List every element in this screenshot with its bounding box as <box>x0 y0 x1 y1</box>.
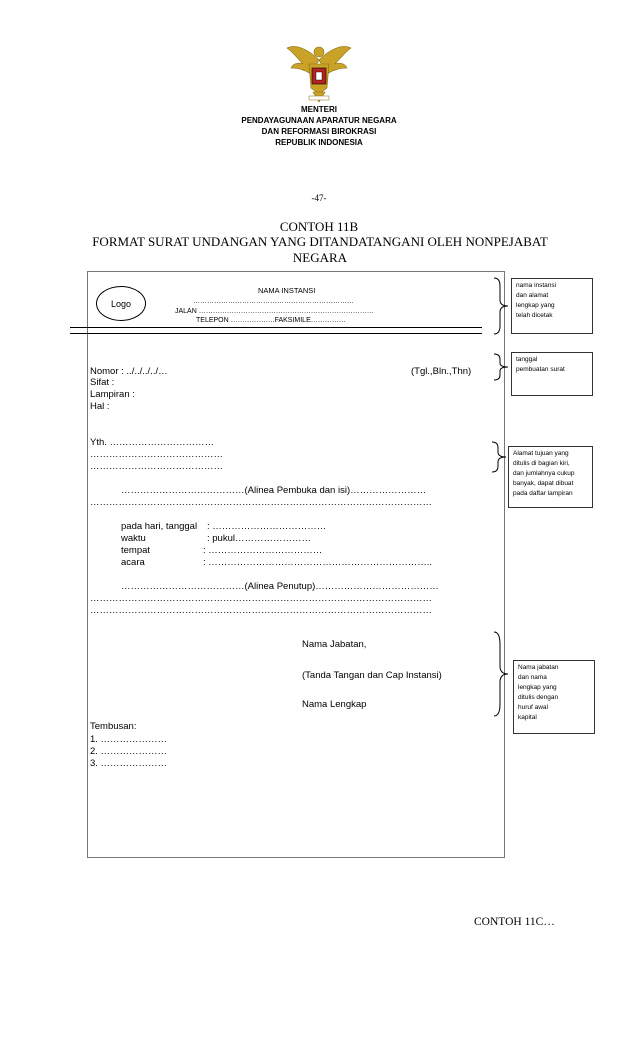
nomor-field: Nomor : ../../../../… <box>90 366 168 377</box>
cc-item: 2. ………………… <box>90 746 168 757</box>
closing-paragraph: …………………………………(Alinea Penutup)………………………………… <box>121 581 439 592</box>
format-title: FORMAT SURAT UNDANGAN YANG DITANDATANGANI OLEH NONPEJABAT NEGARA <box>92 234 548 265</box>
signature-stamp: (Tanda Tangan dan Cap Instansi) <box>302 670 442 681</box>
header-line-1: MENTERI <box>301 105 337 114</box>
note-signature: Nama jabatan dan nama lengkap yang ditulis dengan huruf awal kapital <box>513 660 595 734</box>
agency-dots: …………………………………………………………… <box>193 298 354 305</box>
cc-label: Tembusan: <box>90 721 137 732</box>
header-line-3: DAN REFORMASI BIROKRASI <box>261 127 377 136</box>
brace-icon <box>492 352 512 382</box>
recipient-line: …………………………………… <box>90 461 223 472</box>
note-date: tanggal pembuatan surat <box>511 352 593 396</box>
opening-paragraph-cont: ……………………………………………………………………………………………… <box>90 497 432 508</box>
signer-position: Nama Jabatan, <box>302 639 367 650</box>
day-label: pada hari, tanggal <box>121 521 198 532</box>
event-label: acara <box>121 557 145 568</box>
garuda-emblem-icon <box>283 38 355 104</box>
recipient-line: …………………………………… <box>90 449 223 460</box>
agency-name: NAMA INSTANSI <box>258 286 316 295</box>
hal-field: Hal : <box>90 401 110 412</box>
opening-paragraph: …………………………………(Alinea Pembuka dan isi)…………………… <box>121 485 427 496</box>
next-example-label: CONTOH 11C… <box>474 916 555 928</box>
letterhead-rule <box>70 333 482 334</box>
place-value: : ……………………………… <box>203 545 323 556</box>
time-label: waktu <box>121 533 146 544</box>
sifat-field: Sifat : <box>90 377 115 388</box>
recipient-line: Yth. …………………………… <box>90 437 215 448</box>
header-line-4: REPUBLIK INDONESIA <box>275 138 363 147</box>
cc-item: 3. ………………… <box>90 758 168 769</box>
closing-paragraph-cont: ……………………………………………………………………………………………… <box>90 593 432 604</box>
event-value: : …………………………………………………………….. <box>203 557 433 568</box>
header-line-2: PENDAYAGUNAAN APARATUR NEGARA <box>241 116 397 125</box>
day-value: : ……………………………… <box>207 521 327 532</box>
date-field: (Tgl.,Bln.,Thn) <box>411 366 472 377</box>
brace-icon <box>492 276 512 336</box>
time-value: : pukul…………………… <box>207 533 311 544</box>
letterhead-rule <box>70 327 482 328</box>
agency-phone: TELEPON ……………….FAKSIMILE…………… <box>196 317 346 324</box>
note-letterhead: nama instansi dan alamat lengkap yang telah dicetak <box>511 278 593 334</box>
logo-placeholder: Logo <box>96 286 146 321</box>
page-number: -47- <box>311 193 327 203</box>
place-label: tempat <box>121 545 151 556</box>
brace-icon <box>492 630 512 718</box>
note-recipient: Alamat tujuan yang ditulis di bagian kiri, dan jumlahnya cukup banyak, dapat dibuat pada daftar lampiran <box>508 446 593 508</box>
example-title: CONTOH 11B <box>279 219 359 234</box>
agency-address: JALAN ………………………………………………………………… <box>175 308 374 315</box>
signer-name: Nama Lengkap <box>302 699 367 710</box>
closing-paragraph-cont: ……………………………………………………………………………………………… <box>90 605 432 616</box>
lampiran-field: Lampiran : <box>90 389 135 400</box>
cc-item: 1. ………………… <box>90 734 168 745</box>
brace-icon <box>490 440 510 474</box>
